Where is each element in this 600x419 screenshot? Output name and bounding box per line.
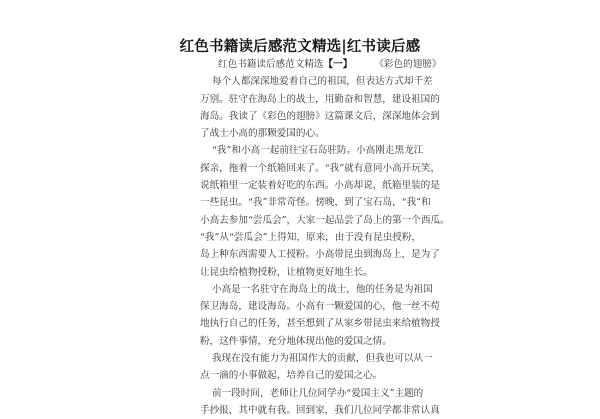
text-line: 万别。驻守在海岛上的战士，用勤奋和智慧，建设祖国的 (200, 93, 440, 105)
text-line: 一些昆虫。“我”非常奇怪。傍晚，到了宝石岛，“我”和 (200, 197, 431, 209)
text-line: 每个人都深深地爱着自己的祖国，但表达方式却千差 (212, 76, 433, 88)
text-line: 让昆虫给植物授粉，让植物更好地生长。 (200, 266, 373, 278)
text-line: 前一段时间，老师让几位同学办“爱国主义”主题的 (212, 387, 424, 399)
text-line: 地执行自己的任务，甚至想到了从家乡带昆虫来给植物授 (200, 318, 440, 330)
subtitle-label: 红色书籍读后感范文精选 (218, 59, 324, 70)
text-line: 我现在没有能力为祖国作大的贡献，但我也可以从一 (212, 353, 433, 365)
text-line: 点一滴的小事做起，培养自己的爱国之心。 (200, 370, 383, 382)
text-line: “我”从“尝瓜会”上得知，原来，由于没有昆虫授粉， (200, 231, 422, 243)
article-body (200, 56, 450, 419)
text-line: 手抄报，其中就有我。回到家，我们几位同学都非常认真 (200, 404, 440, 416)
page-title: 红色书籍读后感范文精选|红书读后感 (179, 38, 421, 55)
text-line: 说纸箱里一定装着好吃的东西。小高却说，纸箱里装的是 (200, 180, 440, 192)
text-line: 了战士小高的那颗爱国的心。 (200, 128, 325, 140)
text-line: 海岛。我读了《彩色的翅膀》这篇课文后，深深地体会到 (200, 110, 440, 122)
subtitle-book: 《彩色的翅膀》 (374, 59, 442, 70)
text-line: 粉，这件事情，充分地体现出他的爱国之情。 (200, 335, 392, 347)
text-line: 探亲，拖着一个纸箱回来了。“我”就有意同小高开玩笑， (200, 162, 441, 174)
subtitle-number: 【一】 (323, 59, 353, 70)
article-subtitle (200, 56, 442, 73)
text-line: 小高是一名驻守在海岛上的战士，他的任务是为祖国 (212, 283, 433, 295)
text-line: 保卫海岛，建设海岛。小高有一颗爱国的心，他一丝不苟 (200, 301, 440, 313)
text-line: 小高去参加“尝瓜会”，大家一起品尝了岛上的第一个西瓜。 (200, 214, 450, 226)
text-line: “我”和小高一起前往宝石岛驻防。小高刚走黑龙江 (212, 145, 424, 157)
text-line: 岛上种东西需要人工授粉。小高带昆虫到海岛上，是为了 (200, 249, 440, 261)
